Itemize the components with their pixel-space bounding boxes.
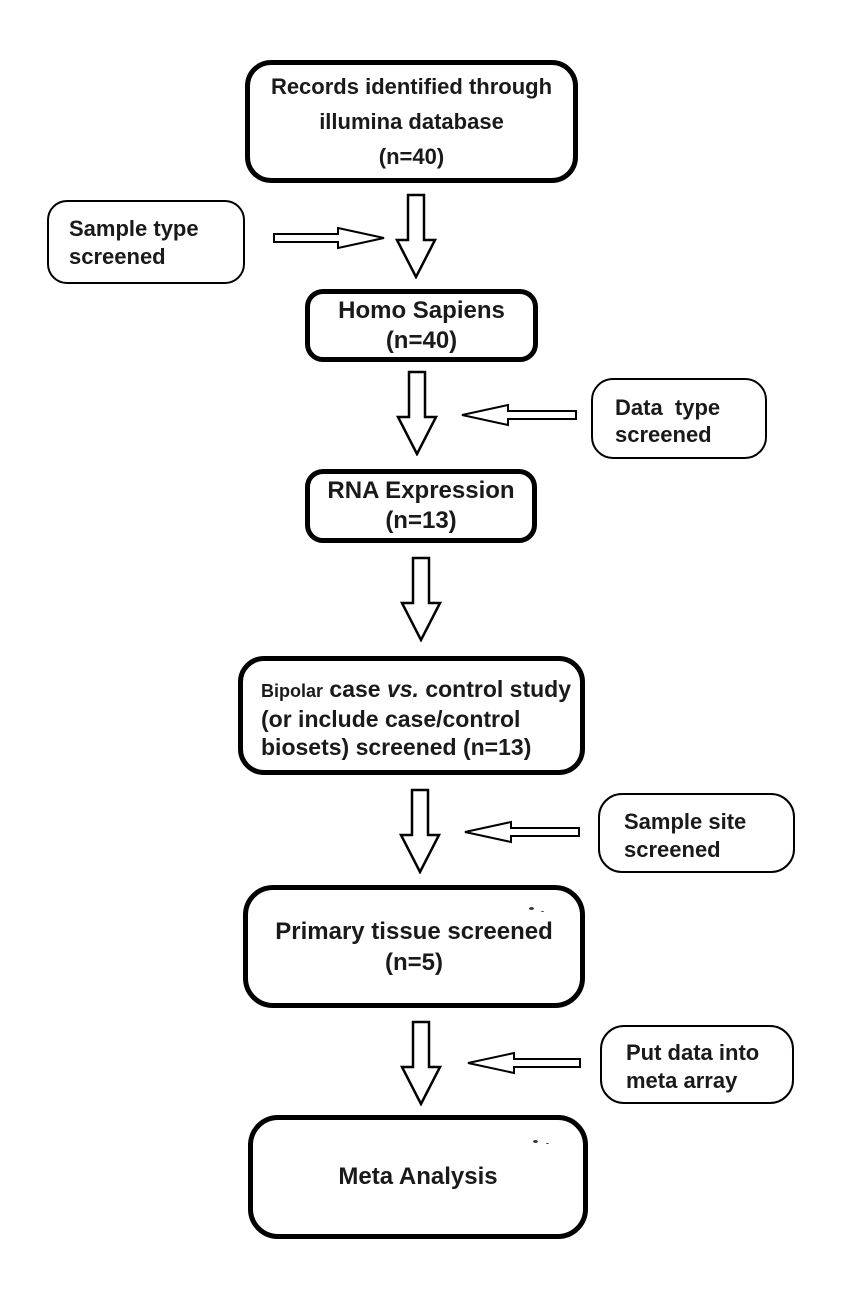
put-data-box bbox=[600, 1025, 794, 1104]
bipolar-line-3: biosets) screened (n=13) bbox=[261, 734, 532, 760]
rna-expression-line-1: RNA Expression bbox=[327, 477, 515, 504]
scan-speck-artifact bbox=[533, 1140, 538, 1143]
sample-type-line-1: Sample type bbox=[69, 216, 199, 241]
flow-arrow-down-4-icon bbox=[398, 788, 442, 874]
records-line-3: (n=40) bbox=[378, 144, 445, 169]
flow-arrow-down-1-icon bbox=[394, 193, 438, 279]
bipolar-word-small: Bipolar bbox=[261, 681, 324, 701]
flow-arrow-left-2-icon bbox=[463, 818, 581, 846]
homo-sapiens-line-1: Homo Sapiens bbox=[338, 296, 505, 324]
records-line-2: illumina database bbox=[319, 109, 504, 134]
sample-site-line-1: Sample site bbox=[624, 809, 747, 834]
records-box bbox=[245, 60, 578, 183]
flow-arrow-left-3-icon bbox=[466, 1049, 582, 1077]
bipolar-vs-text: vs. bbox=[386, 676, 419, 702]
homo-sapiens-box bbox=[305, 289, 538, 362]
rna-expression-line-2: (n=13) bbox=[385, 507, 457, 534]
flow-arrow-down-3-icon bbox=[399, 556, 443, 642]
bipolar-screen-box bbox=[238, 656, 585, 775]
bipolar-line-2: (or include case/control bbox=[261, 706, 521, 732]
data-type-line-1: Data type bbox=[615, 395, 721, 420]
rna-expression-box bbox=[305, 469, 537, 543]
flow-arrow-left-1-icon bbox=[460, 401, 578, 429]
flow-arrow-down-2-icon bbox=[395, 370, 439, 456]
sample-type-line-2: screened bbox=[69, 244, 166, 269]
bipolar-line-1 bbox=[261, 675, 574, 705]
bipolar-rest-text: control study bbox=[418, 676, 572, 702]
put-data-line-1: Put data into bbox=[626, 1040, 760, 1065]
flow-arrow-down-5-icon bbox=[399, 1020, 443, 1106]
meta-analysis-line-1: Meta Analysis bbox=[338, 1163, 498, 1190]
primary-tissue-box bbox=[243, 885, 585, 1008]
primary-tissue-line-2: (n=5) bbox=[384, 948, 443, 976]
data-type-line-2: screened bbox=[615, 422, 712, 447]
put-data-line-2: meta array bbox=[626, 1068, 738, 1093]
meta-analysis-box bbox=[248, 1115, 588, 1239]
sample-site-line-2: screened bbox=[624, 837, 721, 862]
scan-speck-artifact bbox=[529, 907, 534, 910]
data-type-box bbox=[591, 378, 767, 459]
bipolar-case-text: case bbox=[323, 676, 387, 702]
primary-tissue-line-1: Primary tissue screened bbox=[275, 917, 553, 945]
sample-type-box bbox=[47, 200, 245, 284]
flow-arrow-right-1-icon bbox=[272, 224, 386, 252]
sample-site-box bbox=[598, 793, 795, 873]
records-line-1: Records identified through bbox=[270, 74, 553, 99]
homo-sapiens-line-2: (n=40) bbox=[385, 326, 458, 354]
